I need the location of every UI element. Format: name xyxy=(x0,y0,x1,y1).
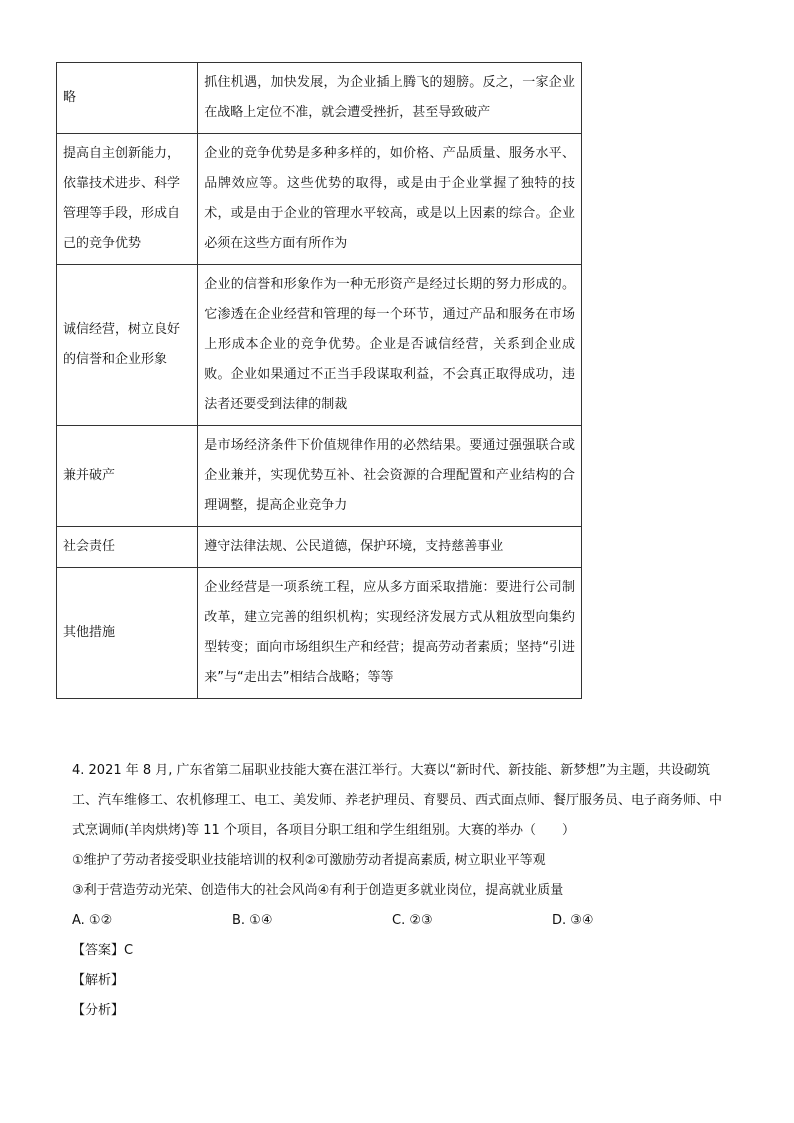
table-row xyxy=(57,527,582,568)
table-cell-key: 诚信经营，树立良好的信誉和企业形象 xyxy=(57,265,198,426)
table-row xyxy=(57,426,582,527)
option-b: B. ①④ xyxy=(232,913,273,928)
strategy-table xyxy=(56,62,582,699)
table-row xyxy=(57,134,582,265)
question-block xyxy=(72,756,732,1026)
analysis-label: 【解析】 xyxy=(72,973,125,988)
answer-label: 【答案】C xyxy=(72,943,134,958)
answer-options xyxy=(72,906,732,936)
table-cell-key: 提高自主创新能力，依靠技术进步、科学管理等手段，形成自己的竞争优势 xyxy=(57,134,198,265)
table-cell-value: 企业的竞争优势是多种多样的，如价格、产品质量、服务水平、品牌效应等。这些优势的取得，或是由于企业掌握了独特的技术，或是由于企业的管理水平较高，或是以上因素的综合。企业必须在这些方面有所作为 xyxy=(198,134,582,265)
table-cell-value: 企业的信誉和形象作为一种无形资产是经过长期的努力形成的。它渗透在企业经营和管理的每一个环节，通过产品和服务在市场上形成本企业的竞争优势。企业是否诚信经营，关系到企业成败。企业如果通过不正当手段谋取利益，不会真正取得成功，违法者还要受到法律的制裁 xyxy=(198,265,582,426)
option-d: D. ③④ xyxy=(552,913,594,928)
table-row xyxy=(57,265,582,426)
option-a: A. ①② xyxy=(72,913,113,928)
fenxi-label: 【分析】 xyxy=(72,1003,125,1018)
question-statements-1: ①维护了劳动者接受职业技能培训的权利②可激励劳动者提高素质, 树立职业平等观 xyxy=(72,853,546,868)
table-cell-key: 略 xyxy=(57,63,198,134)
table-cell-value: 遵守法律法规、公民道德，保护环境，支持慈善事业 xyxy=(198,527,582,568)
table-cell-key: 兼并破产 xyxy=(57,426,198,527)
question-statements-2: ③利于营造劳动光荣、创造伟大的社会风尚④有利于创造更多就业岗位，提高就业质量 xyxy=(72,883,564,898)
table-row xyxy=(57,568,582,699)
table-cell-key: 社会责任 xyxy=(57,527,198,568)
question-stem: 4. 2021 年 8 月, 广东省第二届职业技能大赛在湛江举行。大赛以“新时代、新技能、新梦想”为主题，共设砌筑工、汽车维修工、农机修理工、电工、美发师、养老护理员、育婴员、西式面点师、餐厅服务员、电子商务师、中式烹调师(羊肉烘烤)等 11 个项目，各项目分职工组和学生组组别。大赛的举办（ ） xyxy=(72,763,723,838)
table-cell-value: 抓住机遇，加快发展，为企业插上腾飞的翅膀。反之，一家企业在战略上定位不准，就会遭受挫折，甚至导致破产 xyxy=(198,63,582,134)
option-c: C. ②③ xyxy=(392,913,433,928)
table-cell-key: 其他措施 xyxy=(57,568,198,699)
table-cell-value: 是市场经济条件下价值规律作用的必然结果。要通过强强联合或企业兼并，实现优势互补、社会资源的合理配置和产业结构的合理调整，提高企业竞争力 xyxy=(198,426,582,527)
table-row xyxy=(57,63,582,134)
table-cell-value: 企业经营是一项系统工程，应从多方面采取措施：要进行公司制改革，建立完善的组织机构；实现经济发展方式从粗放型向集约型转变；面向市场组织生产和经营；提高劳动者素质；坚持“引进来”与“走出去”相结合战略；等等 xyxy=(198,568,582,699)
